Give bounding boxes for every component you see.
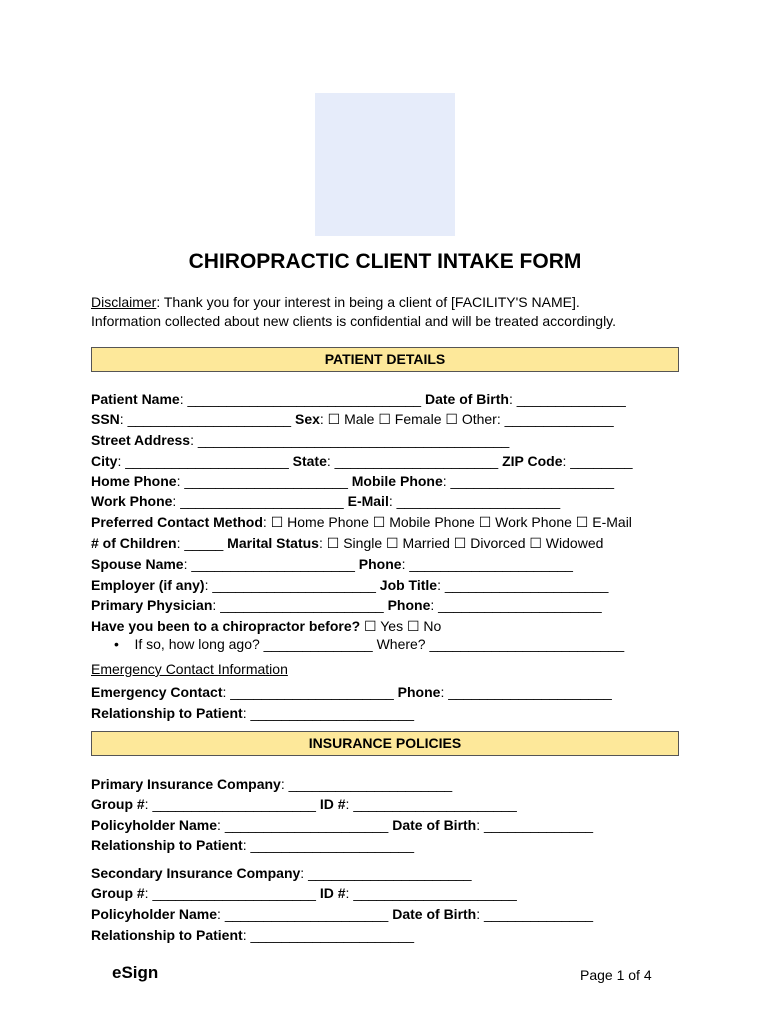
- field-emergency-contact[interactable]: _____________________: [230, 684, 394, 700]
- field-primary-insurance[interactable]: _____________________: [288, 776, 453, 792]
- disclaimer-line-2: Information collected about new clients is confidential and will be treated accordingly.: [91, 313, 617, 329]
- field-sex-other[interactable]: ______________: [504, 411, 614, 427]
- label-street: Street Address: [91, 432, 191, 448]
- field-physician[interactable]: _____________________: [220, 597, 384, 613]
- row-emergency-relationship: Relationship to Patient: _____________________: [91, 705, 414, 721]
- label-primary-insurance: Primary Insurance Company: [91, 776, 281, 792]
- label-secondary-id: ID #: [319, 885, 346, 901]
- label-physician-phone: Phone: [387, 597, 431, 613]
- label-where: Where?: [372, 636, 430, 652]
- field-email[interactable]: _____________________: [396, 493, 561, 509]
- label-primary-dob: Date of Birth: [392, 817, 477, 833]
- label-dob: Date of Birth: [424, 391, 509, 407]
- row-children: # of Children: _____ Marital Status: ☐ Single ☐ Married ☐ Divorced ☐ Widowed: [91, 535, 604, 551]
- label-home-phone: Home Phone: [91, 473, 177, 489]
- row-chiro-before: [91, 617, 441, 635]
- row-secondary-group: Group #: _____________________ ID #: _____________________: [91, 885, 517, 901]
- field-state[interactable]: _____________________: [334, 453, 499, 469]
- emergency-header: [91, 660, 288, 678]
- row-emergency-contact: Emergency Contact: _____________________ Phone: _____________________: [91, 684, 612, 700]
- label-emergency-phone: Phone: [397, 684, 441, 700]
- field-secondary-relationship[interactable]: _____________________: [250, 927, 414, 943]
- label-primary-group: Group #: [91, 796, 145, 812]
- field-emergency-phone[interactable]: _____________________: [448, 684, 612, 700]
- field-home-phone[interactable]: _____________________: [184, 473, 348, 489]
- label-physician: Primary Physician: [91, 597, 213, 613]
- label-pref-contact: Preferred Contact Method: [91, 514, 263, 530]
- field-primary-relationship[interactable]: _____________________: [250, 837, 414, 853]
- label-patient-name: Patient Name: [91, 391, 180, 407]
- field-secondary-insurance[interactable]: _____________________: [308, 865, 472, 881]
- label-state: State: [292, 453, 327, 469]
- chiro-options[interactable]: ☐ Yes ☐ No: [360, 618, 442, 634]
- section-header-patient: PATIENT DETAILS: [91, 347, 679, 372]
- label-primary-id: ID #: [319, 796, 346, 812]
- field-zip[interactable]: ________: [570, 453, 633, 469]
- field-emergency-relationship[interactable]: _____________________: [250, 705, 414, 721]
- row-city: City: _____________________ State: _____________________ ZIP Code: ________: [91, 453, 633, 469]
- marital-options[interactable]: : ☐ Single ☐ Married ☐ Divorced ☐ Widowed: [318, 535, 604, 551]
- row-primary-holder: Policyholder Name: _____________________ Date of Birth: ______________: [91, 817, 594, 833]
- row-home-phone: Home Phone: _____________________ Mobile Phone: _____________________: [91, 473, 615, 489]
- row-primary-group: Group #: _____________________ ID #: _____________________: [91, 796, 517, 812]
- logo-placeholder: [315, 93, 455, 236]
- label-secondary-dob: Date of Birth: [392, 906, 477, 922]
- label-chiro-before: Have you been to a chiropractor before?: [91, 618, 361, 634]
- field-secondary-group[interactable]: _____________________: [152, 885, 316, 901]
- bullet-icon: •: [114, 636, 119, 652]
- label-sex: Sex: [294, 411, 320, 427]
- disclaimer-label: Disclaimer: [91, 294, 157, 310]
- page-title: CHIROPRACTIC CLIENT INTAKE FORM: [188, 250, 582, 273]
- label-email: E-Mail: [347, 493, 389, 509]
- label-secondary-holder: Policyholder Name: [91, 906, 218, 922]
- sex-options[interactable]: : ☐ Male ☐ Female ☐ Other:: [319, 411, 505, 427]
- row-physician: Primary Physician: _____________________ Phone: _____________________: [91, 597, 602, 613]
- field-work-phone[interactable]: _____________________: [180, 493, 344, 509]
- label-primary-holder: Policyholder Name: [91, 817, 218, 833]
- row-ssn: SSN: _____________________ Sex: ☐ Male ☐ Female ☐ Other: ______________: [91, 411, 614, 427]
- label-children: # of Children: [91, 535, 177, 551]
- field-dob[interactable]: ______________: [516, 391, 626, 407]
- field-spouse-phone[interactable]: _____________________: [409, 556, 573, 572]
- page-number: Page 1 of 4: [580, 967, 652, 983]
- label-secondary-insurance: Secondary Insurance Company: [91, 865, 301, 881]
- row-patient-name: Patient Name: ______________________________ Date of Birth: ______________: [91, 391, 626, 407]
- row-work-phone: Work Phone: _____________________ E-Mail: _____________________: [91, 493, 561, 509]
- field-how-long[interactable]: ______________: [263, 636, 373, 652]
- row-primary-insurance: Primary Insurance Company: _____________________: [91, 776, 453, 792]
- field-primary-holder[interactable]: _____________________: [224, 817, 389, 833]
- field-job[interactable]: _____________________: [444, 577, 609, 593]
- field-city[interactable]: _____________________: [125, 453, 289, 469]
- field-employer[interactable]: _____________________: [212, 577, 376, 593]
- field-primary-group[interactable]: _____________________: [152, 796, 316, 812]
- row-secondary-holder: Policyholder Name: _____________________ Date of Birth: ______________: [91, 906, 594, 922]
- pref-contact-options[interactable]: : ☐ Home Phone ☐ Mobile Phone ☐ Work Phone ☐ E-Mail: [262, 514, 632, 530]
- label-mobile-phone: Mobile Phone: [351, 473, 443, 489]
- field-secondary-dob[interactable]: ______________: [484, 906, 594, 922]
- label-secondary-group: Group #: [91, 885, 145, 901]
- field-spouse[interactable]: _____________________: [191, 556, 355, 572]
- disclaimer-text-1: : Thank you for your interest in being a client of [FACILITY'S NAME].: [156, 294, 580, 310]
- row-pref-contact: [91, 513, 632, 531]
- label-emergency-relationship: Relationship to Patient: [91, 705, 243, 721]
- field-physician-phone[interactable]: _____________________: [438, 597, 602, 613]
- label-ssn: SSN: [91, 411, 120, 427]
- field-primary-id[interactable]: _____________________: [353, 796, 517, 812]
- field-ssn[interactable]: _____________________: [127, 411, 292, 427]
- label-secondary-relationship: Relationship to Patient: [91, 927, 243, 943]
- disclaimer-line-1: [91, 293, 691, 312]
- esign-logo: eSign: [112, 963, 159, 982]
- label-zip: ZIP Code: [502, 453, 563, 469]
- label-spouse: Spouse Name: [91, 556, 184, 572]
- row-how-long: [114, 635, 624, 653]
- section-header-insurance: INSURANCE POLICIES: [91, 731, 679, 756]
- field-children[interactable]: _____: [184, 535, 224, 551]
- row-street: Street Address: ________________________________________: [91, 432, 510, 448]
- field-patient-name[interactable]: ______________________________: [187, 391, 422, 407]
- row-secondary-insurance: Secondary Insurance Company: _____________________: [91, 865, 472, 881]
- field-mobile-phone[interactable]: _____________________: [450, 473, 615, 489]
- label-work-phone: Work Phone: [91, 493, 173, 509]
- field-primary-dob[interactable]: ______________: [484, 817, 594, 833]
- label-emergency-contact: Emergency Contact: [91, 684, 223, 700]
- label-city: City: [91, 453, 118, 469]
- label-employer: Employer (if any): [91, 577, 205, 593]
- label-emergency-header: Emergency Contact Information: [91, 661, 288, 677]
- row-secondary-relationship: Relationship to Patient: _____________________: [91, 927, 414, 943]
- field-street[interactable]: ________________________________________: [197, 432, 510, 448]
- label-how-long: If so, how long ago?: [134, 636, 264, 652]
- field-where[interactable]: _________________________: [429, 636, 625, 652]
- row-primary-relationship: Relationship to Patient: _____________________: [91, 837, 414, 853]
- label-marital: Marital Status: [227, 535, 319, 551]
- field-secondary-holder[interactable]: _____________________: [224, 906, 389, 922]
- label-job: Job Title: [379, 577, 438, 593]
- row-spouse: Spouse Name: _____________________ Phone: _____________________: [91, 556, 573, 572]
- field-secondary-id[interactable]: _____________________: [353, 885, 517, 901]
- row-employer: Employer (if any): _____________________ Job Title: _____________________: [91, 577, 609, 593]
- label-primary-relationship: Relationship to Patient: [91, 837, 243, 853]
- label-spouse-phone: Phone: [358, 556, 402, 572]
